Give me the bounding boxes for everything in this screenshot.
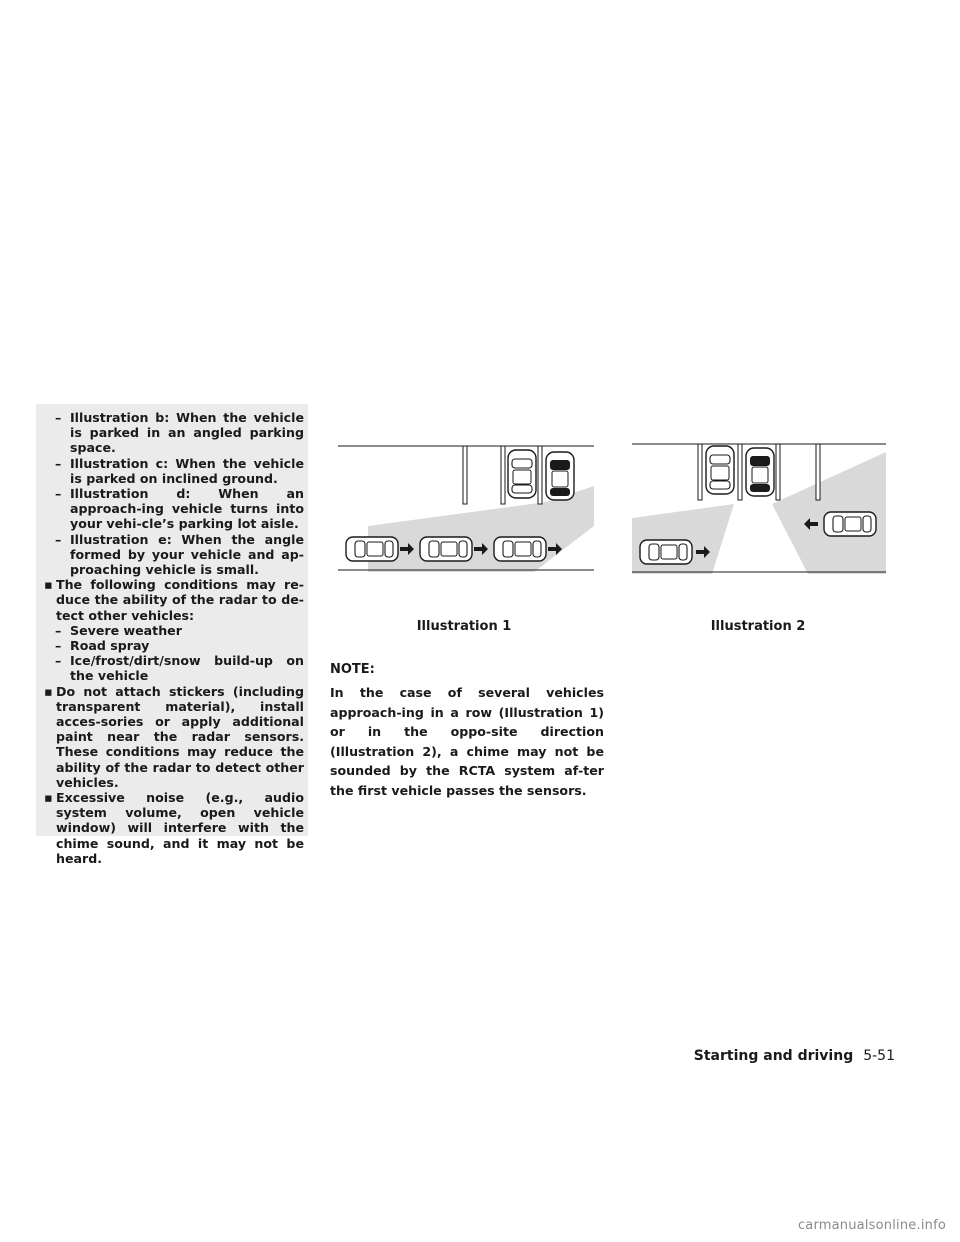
parked-car <box>706 446 734 494</box>
bullet-item: ▪ The following conditions may re-duce the ability of the radar to de-tect other vehicles: <box>44 577 304 623</box>
list-item: – Severe weather <box>55 622 182 638</box>
illustration-2 <box>632 442 886 574</box>
bullet-item: ▪ Excessive noise (e.g., audio system volume, open vehicle window) will interfere with the chime sound, and it may not be heard. <box>44 790 304 866</box>
approaching-car <box>420 537 472 561</box>
parking-diagram-1 <box>338 444 594 572</box>
parked-car <box>508 450 536 498</box>
approaching-car <box>346 537 398 561</box>
page-number: 5-51 <box>863 1048 895 1064</box>
note-heading: NOTE: <box>330 662 375 677</box>
warning-box <box>36 404 308 866</box>
note-body: In the case of several vehicles approach-ing in a row (Illustration 1) or in the oppo-site direction (Illustration 2), a chime may not be sounded by the RCTA system af-ter the first vehicle passes the sensors. <box>330 685 604 798</box>
approaching-car-left <box>640 540 692 564</box>
list-item: – Ice/frost/dirt/snow build-up on the vehicle <box>55 653 304 684</box>
illustration-1 <box>338 444 594 572</box>
list-item: – Illustration b: When the vehicle is parked in an angled parking space. <box>55 410 304 456</box>
bullet-item: ▪ Do not attach stickers (including transparent material), install acces-sories or apply additional paint near the radar sensors. These conditions may reduce the ability of the radar to detect other vehicles. <box>44 683 304 790</box>
illustration-2-caption: Illustration 2 <box>710 619 806 634</box>
approaching-car <box>494 537 546 561</box>
parking-diagram-2 <box>632 442 886 574</box>
list-item: – Illustration c: When the vehicle is parked on inclined ground. <box>55 455 304 486</box>
list-item: – Illustration d: When an approach-ing vehicle turns into your vehi-cle’s parking lot aisle. <box>55 486 304 532</box>
watermark: carmanualsonline.info <box>797 1218 946 1233</box>
list-item: – Road spray <box>55 638 150 654</box>
approaching-car-right <box>824 512 876 536</box>
list-item: – Illustration e: When the angle formed by your vehicle and ap-proaching vehicle is small. <box>55 531 304 578</box>
own-vehicle <box>746 448 774 496</box>
section-title: Starting and driving <box>693 1048 854 1064</box>
own-vehicle <box>546 452 574 500</box>
illustration-1-caption: Illustration 1 <box>416 619 512 634</box>
page-footer <box>694 1048 895 1064</box>
